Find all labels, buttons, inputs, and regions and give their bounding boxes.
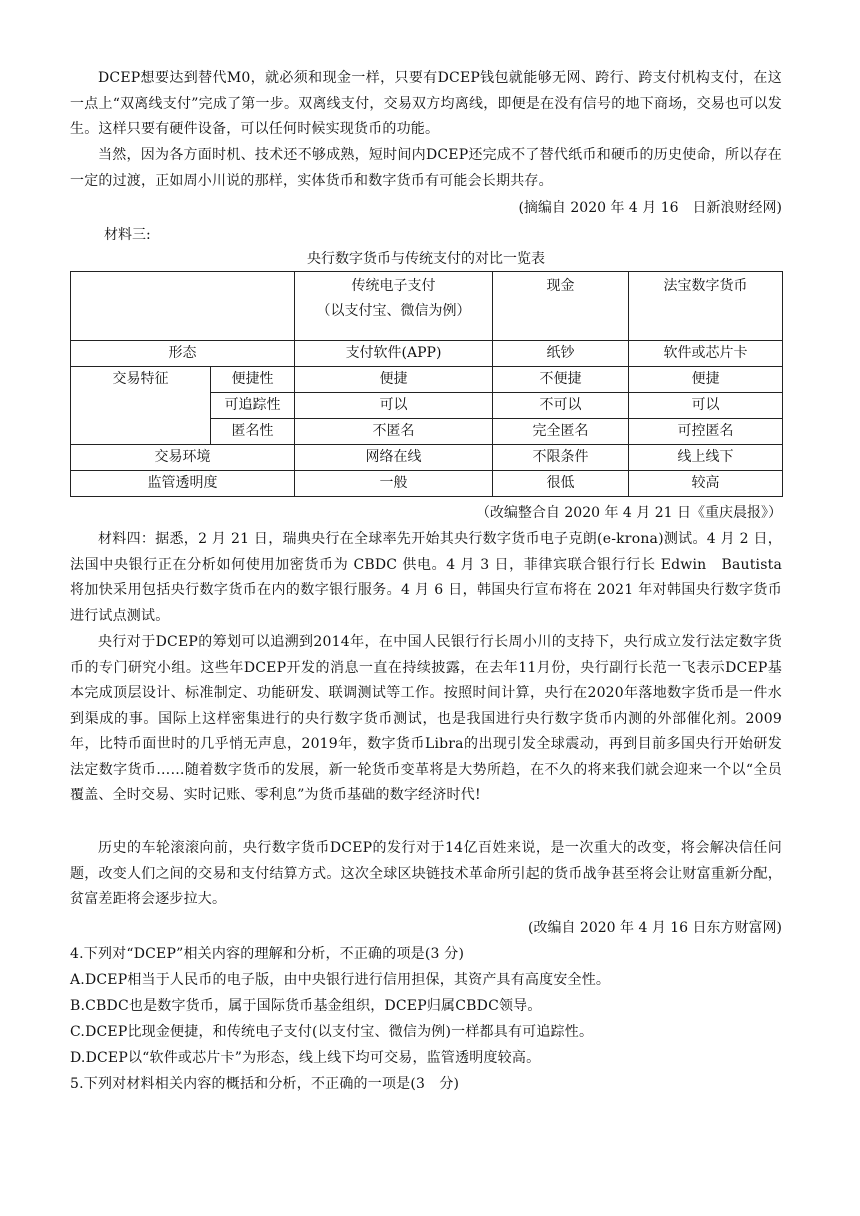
table-cell: 便捷 [295, 367, 493, 393]
question-option: D.DCEP以“软件或芯片卡”为形态，线上线下均可交易，监管透明度较高。 [70, 1050, 541, 1066]
question-option: A.DCEP相当于人民币的电子版，由中央银行进行信用担保，其资产具有高度安全性。 [70, 972, 611, 988]
table-cell: 可以 [295, 393, 493, 419]
header-cell: 法宝数字货币 [629, 272, 783, 341]
row-label: 监管透明度 [71, 471, 295, 497]
table-row [71, 341, 783, 367]
table-cell: 便捷 [629, 367, 783, 393]
row-label: 交易环境 [71, 445, 295, 471]
header-cell [295, 272, 493, 341]
paragraph: 历史的车轮滚滚向前，央行数字货币DCEP的发行对于14亿百姓来说，是一次重大的改变，将会解决信任问题，改变人们之间的交易和支付结算方式。这次全球区块链技术革命所引起的货币战争甚至将会让财富重新分配，贫富差距将会逐步拉大。 [70, 840, 782, 907]
table-cell: 较高 [629, 471, 783, 497]
paragraph: 央行对于DCEP的筹划可以追溯到2014年，在中国人民银行行长周小川的支持下，央行成立发行法定数字货币的专门研究小组。这些年DCEP开发的消息一直在持续披露，在去年11月份，央行副行长范一飞表示DCEP基本完成顶层设计、标准制定、功能研发、联调测试等工作。按照时间计算，央行在2020年落地数字货币是一件水到渠成的事。国际上这样密集进行的央行数字货币测试，也是我国进行央行数字货币内测的外部催化剂。2009年，比特币面世时的几乎悄无声息，2019年，数字货币Libra的出现引发全球震动，再到目前多国央行开始研发法定数字货币……随着数字货币的发展，新一轮货币变革将是大势所趋，在不久的将来我们就会迎来一个以“全员覆盖、全时交易、实时记账、零利息”为货币基础的数字经济时代! [70, 634, 782, 803]
table-cell: 可以 [629, 393, 783, 419]
table-cell: 不可以 [493, 393, 629, 419]
empty-header-cell [71, 272, 295, 341]
question-stem: 5.下列对材料相关内容的概括和分析，不正确的一项是(3 分) [70, 1076, 460, 1092]
table-cell: 一般 [295, 471, 493, 497]
table-cell: 软件或芯片卡 [629, 341, 783, 367]
row-label: 匿名性 [211, 419, 295, 445]
row-label: 可追踪性 [211, 393, 295, 419]
question-stem: 4.下列对“DCEP”相关内容的理解和分析，不正确的项是(3 分) [70, 946, 465, 962]
table-cell: 支付软件(APP) [295, 341, 493, 367]
header-line: （以支付宝、微信为例） [316, 303, 471, 319]
paragraph: DCEP想要达到替代M0，就必须和现金一样，只要有DCEP钱包就能够无网、跨行、跨支付机构支付，在这一点上“双离线支付”完成了第一步。双离线支付，交易双方均离线，即便是在没有信号的地下商场，交易也可以发生。这样只要有硬件设备，可以任何时候实现货币的功能。 [70, 70, 782, 137]
table-cell: 纸钞 [493, 341, 629, 367]
source-citation: (改编自 2020 年 4 月 16 日东方财富网) [528, 920, 782, 936]
table-header-row [71, 272, 783, 341]
source-citation: （改编整合自 2020 年 4 月 21 日《重庆晨报》） [475, 505, 782, 521]
comparison-table [70, 271, 783, 497]
table-cell: 可控匿名 [629, 419, 783, 445]
question-option: B.CBDC也是数字货币，属于国际货币基金组织，DCEP归属CBDC领导。 [70, 998, 542, 1014]
paragraph: 当然，因为各方面时机、技术还不够成熟，短时间内DCEP还完成不了替代纸币和硬币的历史使命，所以存在一定的过渡，正如周小川说的那样，实体货币和数字货币有可能会长期共存。 [70, 147, 782, 189]
table-cell: 不限条件 [493, 445, 629, 471]
table-row [71, 367, 783, 393]
table-cell: 不便捷 [493, 367, 629, 393]
row-label: 便捷性 [211, 367, 295, 393]
source-citation: (摘编自 2020 年 4 月 16 日新浪财经网) [518, 200, 782, 216]
row-label: 形态 [71, 341, 295, 367]
header-cell: 现金 [493, 272, 629, 341]
material-label: 材料三: [104, 227, 151, 243]
table-row [71, 471, 783, 497]
paragraph: 材料四：据悉，2 月 21 日，瑞典央行在全球率先开始其央行数字货币电子克朗(e-krona)测试。4 月 2 日，法国中央银行正在分析如何使用加密货币为 CBDC 供电。4 月 3 日，菲律宾联合银行行长 Edwin Bautista 将加快采用包括央行数字货币在内的数字银行服务。4 月 6 日，韩国央行宣布将在 2021 年对韩国央行数字货币进行试点测试。 [70, 531, 797, 624]
table-cell: 完全匿名 [493, 419, 629, 445]
group-label: 交易特征 [71, 367, 211, 445]
table-cell: 不匿名 [295, 419, 493, 445]
question-option: C.DCEP比现金便捷，和传统电子支付(以支付宝、微信为例)一样都具有可追踪性。 [70, 1024, 594, 1040]
table-row [71, 445, 783, 471]
table-cell: 很低 [493, 471, 629, 497]
header-line: 传统电子支付 [351, 278, 436, 294]
table-title: 央行数字货币与传统支付的对比一览表 [307, 251, 545, 267]
table-cell: 线上线下 [629, 445, 783, 471]
table-cell: 网络在线 [295, 445, 493, 471]
